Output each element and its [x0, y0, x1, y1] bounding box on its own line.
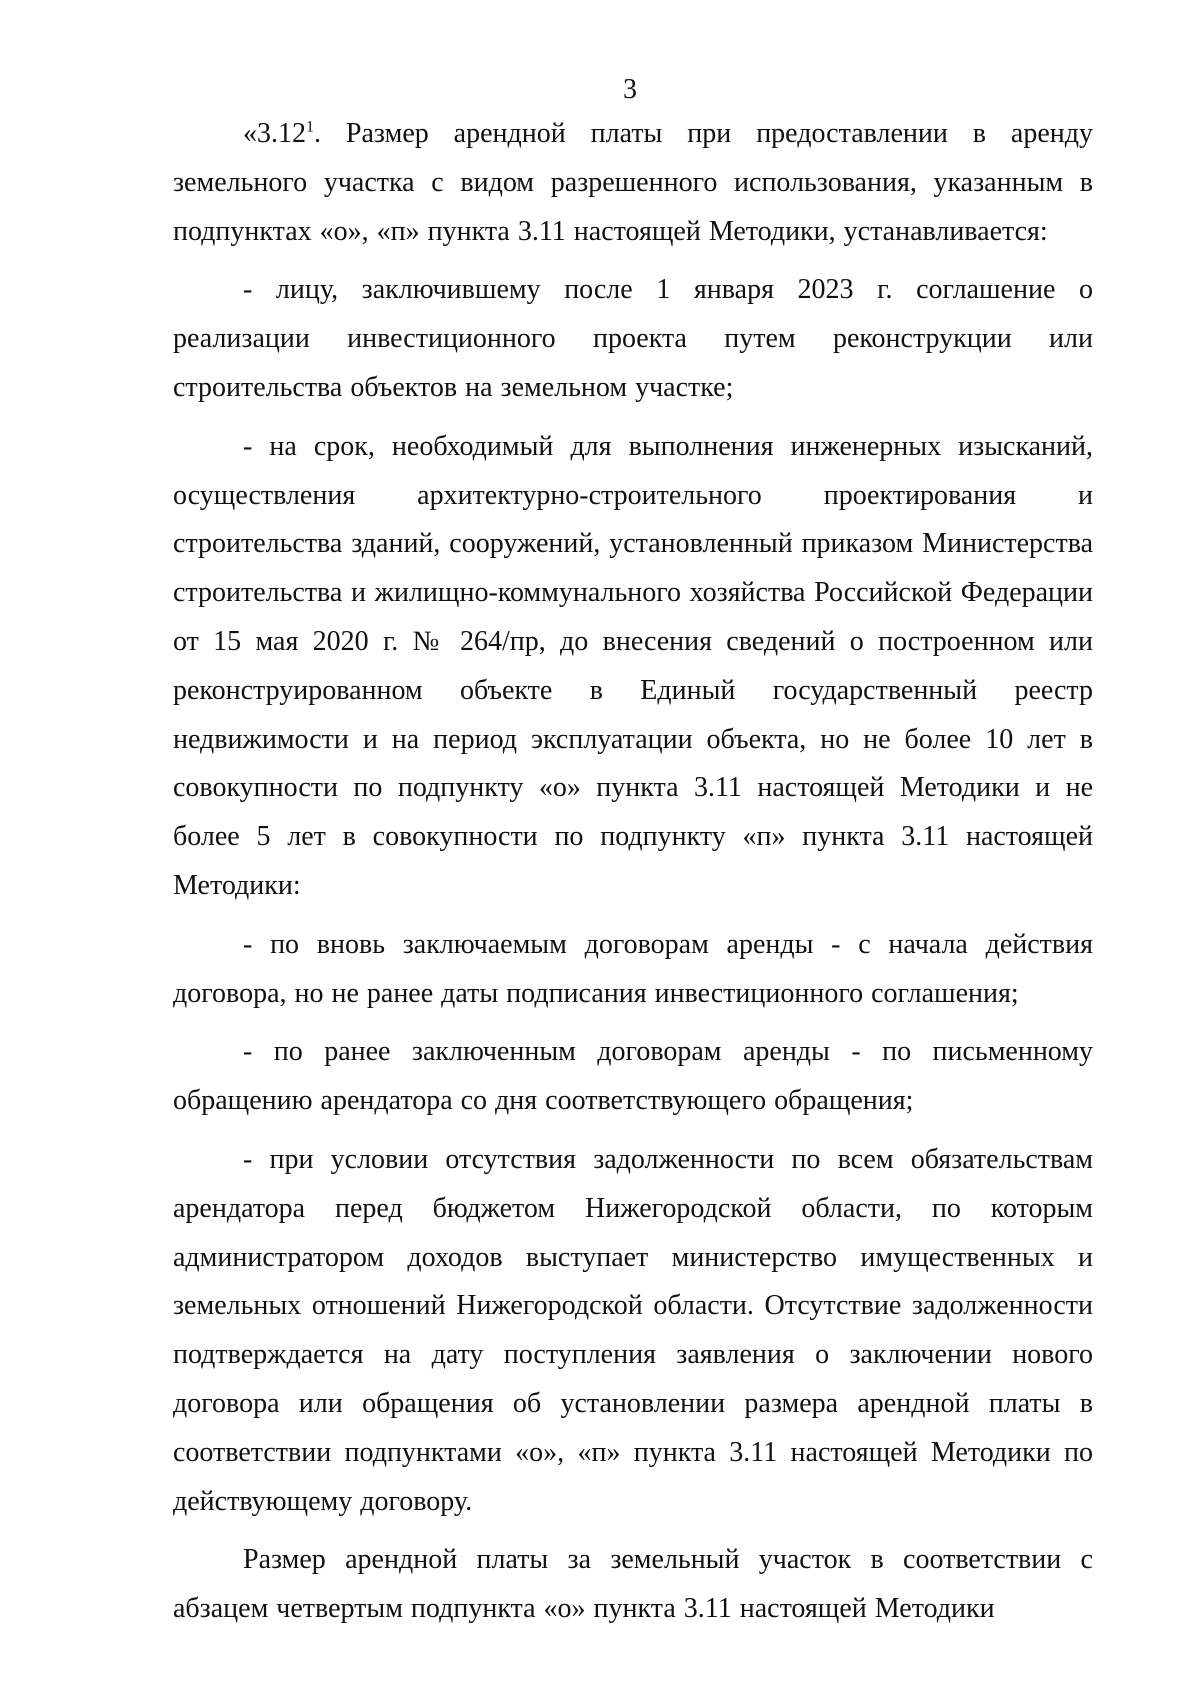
list-item-investor: - лицу, заключившему после 1 января 2023 г. соглашение о реализации инвестиционного проекта путем реконструкции или строительства объектов на земельном участке;: [173, 274, 1093, 403]
list-item-no-debt: - при условии отсутствия задолженности по всем обязательствам арендатора перед бюджетом Нижегородской области, по которым администратором доходов выступает министерство имущественных и земельных отношений Нижегородской области. Отсутствие задолженности подтверждается на дату поступления заявления о заключении нового договора или обращения об установлении размера арендной платы в соответствии подпунктами «о», «п» пункта 3.11 настоящей Методики по действующему договору.: [173, 1143, 1093, 1517]
paragraph-text: . Размер арендной платы при предоставлении в аренду земельного участка с видом разрешенного использования, указанным в подпунктах «о», «п» пункта 3.11 настоящей Методики, устанавливается:: [173, 118, 1093, 247]
list-item-new-contracts: - по вновь заключаемым договорам аренды - с начала действия договора, но не ранее даты подписания инвестиционного соглашения;: [173, 928, 1093, 1009]
document-body: [173, 110, 1093, 1634]
list-item-term: - на срок, необходимый для выполнения инженерных изысканий, осуществления архитектурно-строительного проектирования и строительства зданий, сооружений, установленный приказом Министерства строительства и жилищно-коммунального хозяйства Российской Федерации от 15 мая 2020 г. № 264/пр, до внесения сведений о построенном или реконструированном объекте в Единый государственный реестр недвижимости и на период эксплуатации объекта, но не более 10 лет в совокупности по подпункту «о» пункта 3.11 настоящей Методики и не более 5 лет в совокупности по подпункту «п» пункта 3.11 настоящей Методики:: [173, 430, 1093, 901]
clause-number: «3.12: [243, 118, 306, 149]
clause-superscript: 1: [306, 118, 314, 136]
paragraph-rent-amount: Размер арендной платы за земельный участок в соответствии с абзацем четвертым подпункта «о» пункта 3.11 настоящей Методики: [173, 1544, 1093, 1625]
list-item-existing-contracts: - по ранее заключенным договорам аренды - по письменному обращению арендатора со дня соответствующего обращения;: [173, 1036, 1093, 1117]
paragraph-3-12-1: [173, 110, 1093, 256]
page-number: 3: [623, 74, 637, 105]
